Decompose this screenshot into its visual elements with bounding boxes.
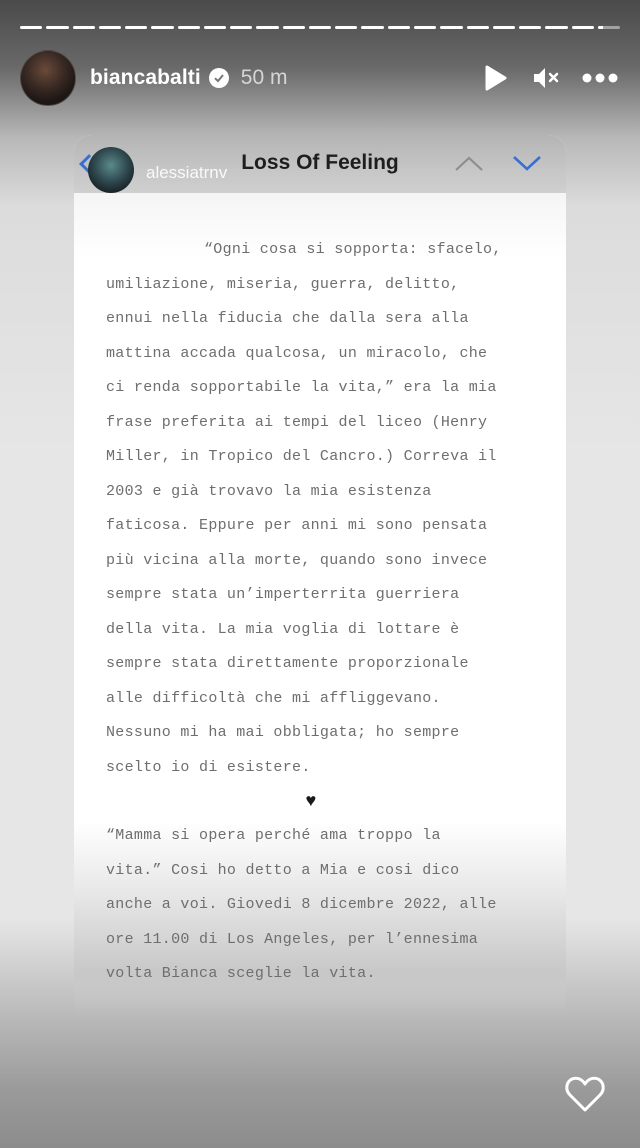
time-ago: 50 m bbox=[240, 66, 288, 89]
text-line: alle difficoltà che mi affliggevano. bbox=[106, 689, 441, 707]
text-line: della vita. La mia voglia di lottare è bbox=[106, 620, 460, 638]
progress-segment bbox=[414, 26, 436, 29]
progress-segment bbox=[440, 26, 462, 29]
more-icon bbox=[582, 73, 618, 83]
more-options-button[interactable] bbox=[580, 58, 620, 98]
progress-segment bbox=[230, 26, 252, 29]
chevron-up-icon[interactable] bbox=[454, 153, 484, 173]
progress-segment bbox=[598, 26, 620, 29]
progress-segment bbox=[99, 26, 121, 29]
progress-segment bbox=[309, 26, 331, 29]
text-line: ci renda sopportabile la vita,” era la mia bbox=[106, 379, 497, 396]
text-line: “Ogni cosa si sopporta: sfacelo, bbox=[204, 241, 502, 258]
post-body bbox=[74, 233, 566, 992]
story-header bbox=[20, 50, 620, 106]
chevron-down-icon[interactable] bbox=[512, 153, 542, 173]
progress-segment bbox=[204, 26, 226, 29]
progress-segment bbox=[283, 26, 305, 29]
text-line: ore 11.00 di Los Angeles, per l’ennesima bbox=[106, 930, 479, 948]
progress-segment bbox=[335, 26, 357, 29]
text-line: sempre stata un’imperterrita guerriera bbox=[106, 586, 460, 603]
post-title: Loss Of Feeling bbox=[241, 151, 399, 174]
text-line: umiliazione, miseria, guerra, delitto, bbox=[106, 275, 460, 293]
muted-speaker-icon bbox=[532, 65, 560, 91]
progress-segment bbox=[256, 26, 278, 29]
progress-segment bbox=[73, 26, 95, 29]
post-toolbar bbox=[74, 135, 566, 193]
black-heart-icon: ♥ bbox=[305, 792, 317, 812]
text-line: 2003 e già trovavo la mia esistenza bbox=[106, 482, 432, 500]
text-line: faticosa. Eppure per anni mi sono pensata bbox=[106, 517, 488, 534]
username[interactable]: biancabalti bbox=[90, 66, 201, 89]
play-icon bbox=[485, 65, 507, 91]
text-line: ennui nella fiducia che dalla sera alla bbox=[106, 310, 469, 327]
heart-outline-icon bbox=[564, 1074, 606, 1114]
text-line: Miller, in Tropico del Cancro.) Correva il bbox=[106, 448, 497, 465]
text-line: “Mamma si opera perché ama troppo la bbox=[106, 827, 441, 844]
text-line: sempre stata direttamente proporzionale bbox=[106, 655, 469, 672]
progress-segment bbox=[178, 26, 200, 29]
text-line: volta Bianca sceglie la vita. bbox=[106, 965, 376, 982]
play-button[interactable] bbox=[476, 58, 516, 98]
avatar[interactable] bbox=[20, 50, 76, 106]
progress-segment bbox=[519, 26, 541, 29]
story-progress-bar bbox=[20, 26, 620, 30]
text-line: mattina accada qualcosa, un miracolo, che bbox=[106, 344, 488, 362]
mute-button[interactable] bbox=[526, 58, 566, 98]
progress-segment bbox=[20, 26, 42, 29]
text-line: vita.” Cosi ho detto a Mia e cosi dico bbox=[106, 861, 460, 879]
progress-segment bbox=[467, 26, 489, 29]
like-button[interactable] bbox=[564, 1074, 606, 1114]
progress-segment bbox=[125, 26, 147, 29]
progress-segment bbox=[151, 26, 173, 29]
text-line: più vicina alla morte, quando sono invece bbox=[106, 551, 488, 569]
progress-segment bbox=[545, 26, 567, 29]
text-line: Nessuno mi ha mai obbligata; ho sempre bbox=[106, 724, 460, 741]
verified-badge-icon bbox=[209, 68, 229, 88]
progress-segment bbox=[572, 26, 594, 29]
shared-post-card[interactable] bbox=[74, 135, 566, 1015]
progress-segment bbox=[388, 26, 410, 29]
progress-segment bbox=[46, 26, 68, 29]
text-line: scelto io di esistere. bbox=[106, 758, 311, 776]
text-line: anche a voi. Giovedi 8 dicembre 2022, alle bbox=[106, 896, 497, 913]
shared-author-username[interactable]: alessiatrnv bbox=[146, 163, 228, 182]
progress-segment bbox=[493, 26, 515, 29]
text-line: frase preferita ai tempi del liceo (Henry bbox=[106, 413, 488, 431]
progress-segment bbox=[361, 26, 383, 29]
